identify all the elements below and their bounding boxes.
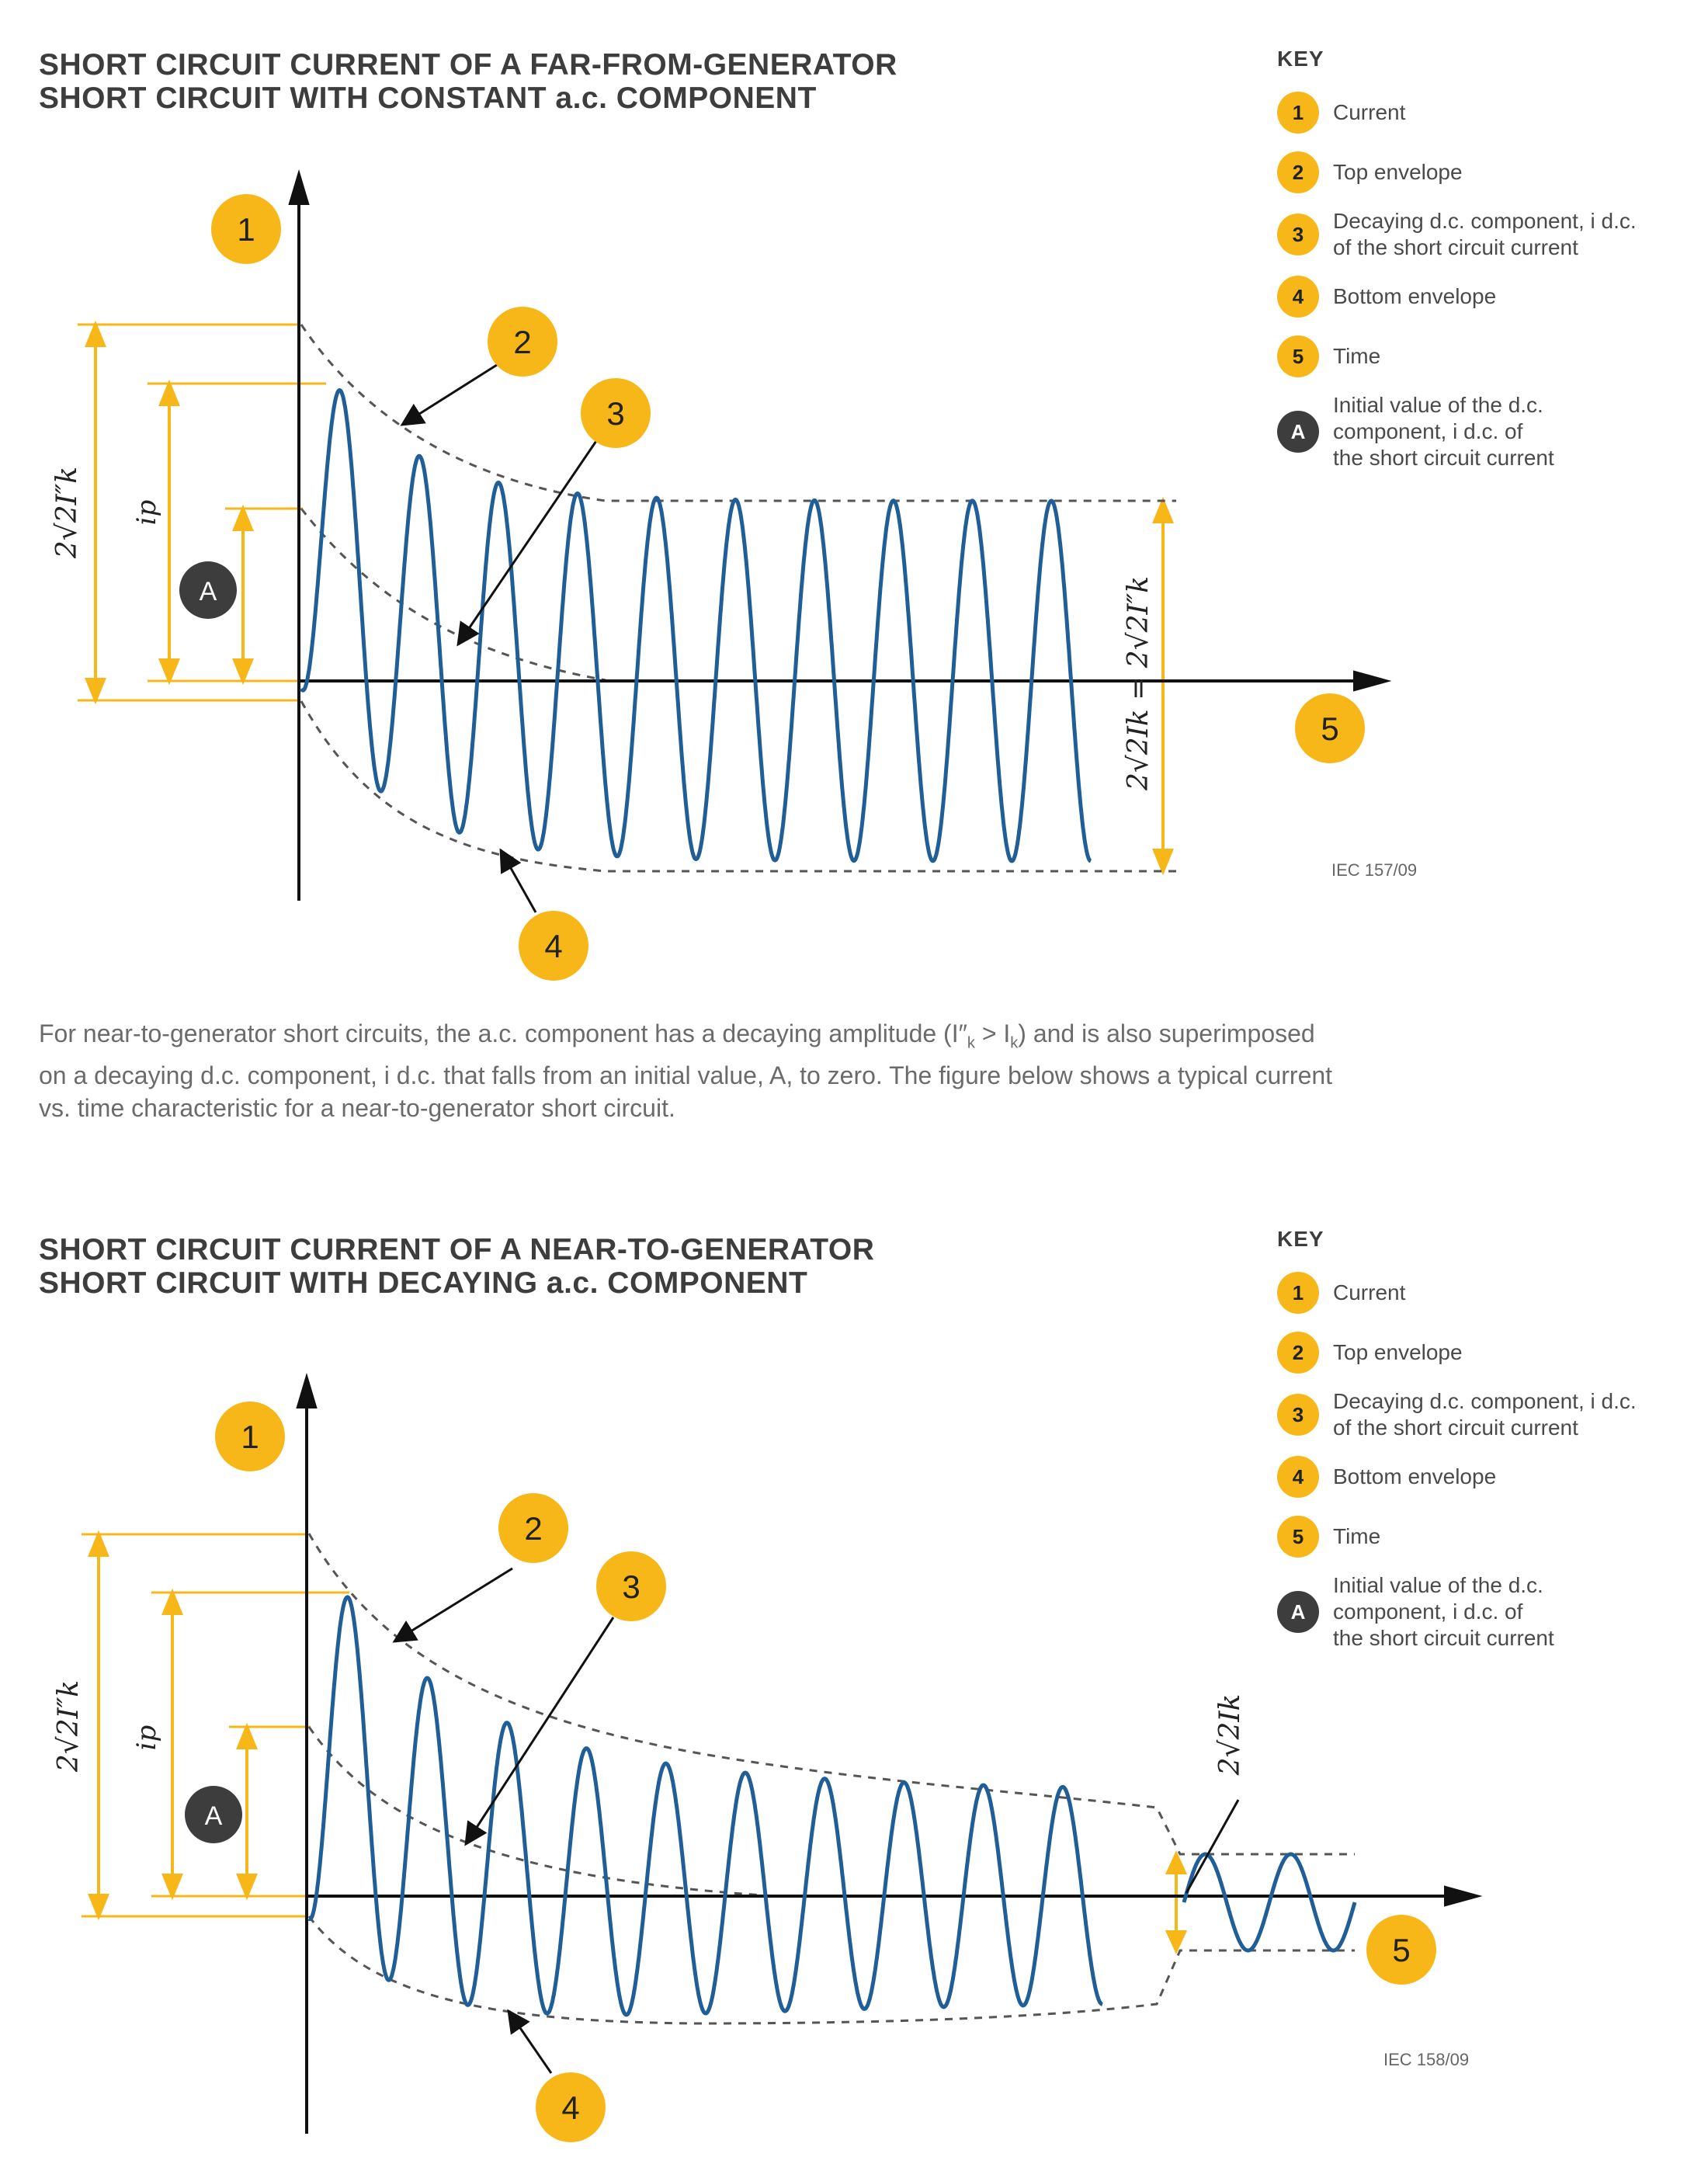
bottom-envelope	[301, 701, 1176, 871]
key-badge: 2	[1277, 151, 1319, 193]
key-item-label: Bottom envelope	[1333, 1464, 1497, 1488]
marker-4	[519, 911, 588, 981]
svg-text:1: 1	[241, 1419, 259, 1455]
key-item-label: Initial value of the d.c. component, i d.c. of the short circuit current	[1333, 393, 1554, 470]
key-badge: 1	[1277, 92, 1319, 134]
key-item-label: Current	[1333, 100, 1406, 124]
description-paragraph	[39, 1017, 1630, 1124]
axes	[290, 175, 1386, 901]
key-badge: 3	[1277, 214, 1319, 255]
marker-3	[581, 378, 651, 448]
dimension-guides	[78, 325, 326, 700]
marker-A	[185, 1786, 242, 1843]
label-ip: ip	[131, 499, 162, 526]
label-steady-state: 2√2Ik = 2√2I″k	[1123, 575, 1154, 791]
key-item-label: Bottom envelope	[1333, 284, 1497, 308]
dc-component-curve	[309, 1727, 776, 1896]
dimension-guides	[82, 1534, 349, 1916]
key-item-label: Initial value of the d.c. component, i d.c. of the short circuit current	[1333, 1573, 1554, 1650]
paragraph-line2: on a decaying d.c. component, i d.c. that falls from an initial value, A, to zero. The figure below shows a typical current	[39, 1061, 1333, 1090]
paragraph-line3: vs. time characteristic for a near-to-generator short circuit.	[39, 1094, 675, 1123]
key-heading: KEY	[1277, 47, 1324, 71]
svg-text:A: A	[199, 577, 217, 606]
label-steady-state: 2√2Ik	[1214, 1693, 1246, 1776]
svg-text:3: 3	[622, 1568, 640, 1605]
marker-5	[1366, 1915, 1436, 1985]
key-item-label: Top envelope	[1333, 1340, 1463, 1364]
figure1-title-line2: SHORT CIRCUIT WITH CONSTANT a.c. COMPONENT	[39, 82, 817, 115]
key-badge: 4	[1277, 276, 1319, 318]
top-envelope	[301, 325, 1176, 501]
label-2sqrt2-ik-initial: 2√2I″k	[51, 466, 83, 559]
envelopes	[309, 1534, 1355, 2023]
key-item-label: Time	[1333, 1524, 1381, 1548]
key-item-label: Top envelope	[1333, 160, 1463, 184]
svg-text:2: 2	[524, 1510, 543, 1547]
marker-4	[536, 2072, 606, 2142]
key-badge: A	[1277, 411, 1319, 453]
svg-text:3: 3	[606, 395, 625, 432]
current-waveform	[301, 391, 1091, 862]
key-heading: KEY	[1277, 1227, 1324, 1251]
label-2sqrt2-ik-initial: 2√2I″k	[53, 1679, 85, 1773]
figure1-title-line1: SHORT CIRCUIT CURRENT OF A FAR-FROM-GENERATOR	[39, 48, 897, 82]
figure2-iec-ref: IEC 158/09	[1383, 2050, 1470, 2069]
key-badge: A	[1277, 1591, 1319, 1633]
key-badge: 2	[1277, 1332, 1319, 1374]
key-badge: 4	[1277, 1456, 1319, 1498]
svg-text:2: 2	[513, 324, 532, 360]
marker-1	[215, 1402, 285, 1471]
key-item-current	[1277, 1269, 1696, 1317]
svg-text:5: 5	[1321, 710, 1339, 747]
key-item-label: Current	[1333, 1280, 1406, 1304]
label-ip: ip	[131, 1725, 162, 1751]
figure2-title	[39, 1233, 874, 1300]
figure2-title-line1: SHORT CIRCUIT CURRENT OF A NEAR-TO-GENERATOR	[39, 1233, 875, 1266]
key-badge: 3	[1277, 1394, 1319, 1436]
marker-2	[488, 307, 557, 377]
key-badge: 5	[1277, 335, 1319, 377]
marker-1	[211, 194, 281, 264]
figure1-diagram	[0, 0, 1708, 994]
svg-text:5: 5	[1392, 1932, 1411, 1968]
marker-5	[1295, 693, 1365, 763]
svg-text:A: A	[204, 1801, 223, 1831]
pointer-arrows	[402, 365, 598, 912]
svg-text:4: 4	[544, 928, 563, 964]
current-waveform	[309, 1597, 1102, 2015]
key-item-label: Decaying d.c. component, i d.c. of the short circuit current	[1333, 209, 1637, 259]
figure2-diagram	[0, 1349, 1708, 2157]
marker-2	[498, 1493, 568, 1563]
key-badge: 1	[1277, 1272, 1319, 1314]
key-item-label: Time	[1333, 344, 1381, 368]
marker-A	[179, 561, 237, 619]
key-item-label: Decaying d.c. component, i d.c. of the short circuit current	[1333, 1389, 1637, 1440]
figure1-iec-ref: IEC 157/09	[1331, 860, 1418, 880]
steady-state-waveform	[1184, 1854, 1355, 1950]
figure2-title-line2: SHORT CIRCUIT WITH DECAYING a.c. COMPONENT	[39, 1266, 808, 1300]
svg-text:4: 4	[561, 2089, 580, 2126]
key-badge: 5	[1277, 1516, 1319, 1558]
bottom-envelope	[309, 1916, 1355, 2023]
paragraph-line1: For near-to-generator short circuits, the a.c. component has a decaying amplitude $(I''_k > I_k)$ and is also superimposed	[39, 1019, 1315, 1052]
svg-text:1: 1	[237, 211, 255, 248]
marker-3	[596, 1551, 666, 1621]
